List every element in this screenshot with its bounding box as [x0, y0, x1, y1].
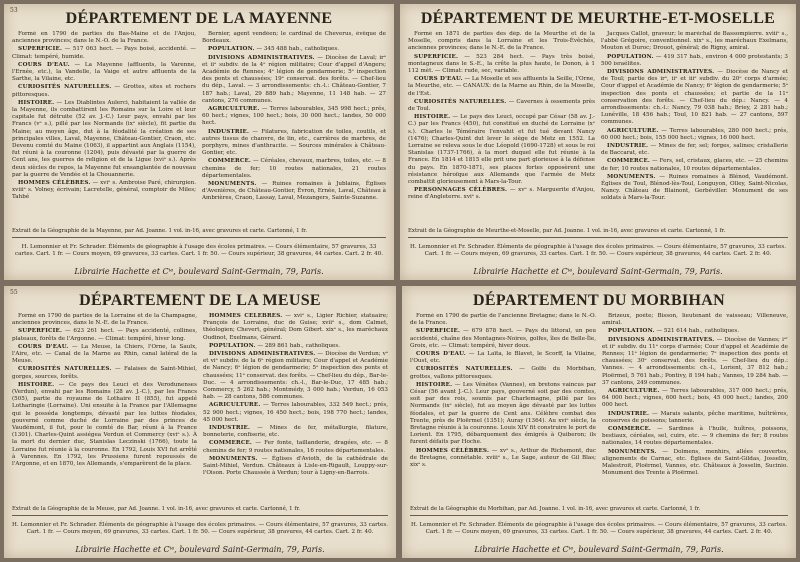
card-columns: [402, 313, 796, 507]
paragraph: POPULATION. — 419 317 hab., environ 4 000 protestants; 3 500 israélites.: [601, 53, 788, 67]
card-column-right: [203, 313, 388, 507]
paragraph: DIVISIONS ADMINISTRATIVES. — Diocèse de Nancy et de Toul; partie des irᵉ, iiᵉ et iiiᵉ subdiv. du 20ᵉ corps d'armée; Cour d'appel et Académie de Nancy; 6ᵉ légion de gendarmerie; 5ᵉ inspection des ponts et chaussées; et partie de la 11ᵉ conservation des forêts. — Chef-lieu du dép.: Nancy. — 4 arrondissements: ch.-l.: Nancy, 79 038 hab.; Briey, 2 281 hab.; Lunéville, 18 456 hab.; Toul, 10 821 hab. — 27 cantons, 597 communes.: [601, 69, 788, 126]
paragraph: Formé en 1790 de partie de l'ancienne Bretagne; dans le N.-O. de la France.: [410, 313, 596, 327]
paragraph: HOMMES CÉLÈBRES. — xvᵉ s., Arthur de Richemont, duc de Bretagne, connétable. xviiiᵉ s., Le Sage, auteur de Gil Blas; xixᵉ s.: [410, 447, 596, 469]
paragraph: INDUSTRIE. — Mines de fer, sel; forges, salines; cristallerie de Baccarat, etc.: [601, 143, 788, 157]
paragraph: COURS D'EAU. — La Mayenne (affluents, la Varenne, l'Ernée, etc.), la Vandelle, la Vaige et autre affluents de la Sarthe, la Vilaine, etc.: [12, 61, 196, 83]
card-column-right: [202, 31, 386, 225]
paragraph: SUPERFICIE. — 623 261 hect. — Pays accidenté, collines, plateaux, forêts de l'Argonne. — Climat: tempéré, hiver long.: [12, 328, 197, 342]
paragraph: COURS D'EAU. — La Laïta, le Blavet, le Scorff, la Vilaine, l'Oust, etc.: [410, 351, 596, 365]
card-columns: [400, 31, 796, 225]
paragraph: AGRICULTURE. — Terres labourables, 332 549 hect.; prés, 52 900 hect.; vignes, 16 450 hect.; bois, 198 770 hect.; landes, 45 000 hect.: [203, 402, 388, 423]
card-columns: [4, 31, 394, 225]
paragraph: CURIOSITÉS NATURELLES. — Falaises de Saint-Mihiel, gorges, sources, forêts.: [12, 366, 197, 380]
paragraph: Formé en 1790 de parties du Bas-Maine et de l'Anjou, anciennes provinces; dans le N.-O. de la France.: [12, 31, 196, 45]
card-title: DÉPARTEMENT DE MEURTHE-ET-MOSELLE: [420, 10, 776, 27]
paragraph: AGRICULTURE. — Terres labourables, 345 998 hect.; prés, 60 hect.; vignes, 100 hect.; bois, 30 000 hect.; landes, 50 000 hect.: [202, 106, 386, 127]
card-column-right: [602, 313, 788, 507]
paragraph: SUPERFICIE. — 679 878 hect. — Pays du littoral, un peu accidenté, chaîne des Montagnes-Noires, golfes, îles de Belle-Île, Groix, etc. — Climat: tempéré, hiver doux.: [410, 328, 596, 349]
card-meurthe-et-moselle: [400, 4, 796, 280]
paragraph: Formé en 1871 de parties des dép. de la Meurthe et de la Moselle, compris dans la Lorraine et les Trois-Évêchés, anciennes provinces; dans le N.-E. de la France.: [408, 31, 595, 52]
card-title: DÉPARTEMENT DU MORBIHAN: [473, 292, 725, 309]
extract-note: Extrait de la Géographie de la Mayenne, par Ad. Joanne. 1 vol. in-16, avec gravures et carte. Cartonné, 1 fr.: [12, 228, 386, 238]
paragraph: DIVISIONS ADMINISTRATIVES. — Diocèse de Laval; irᵉ et iiᵉ subdiv. de la 4ᵉ région militaire; Cour d'appel d'Angers; Académie de Rennes; 4ᵉ légion de gendarmerie; 5ᵉ inspection des ponts et chaussées; 19ᵉ conservat. des forêts. — Chef-lieu du dép., Laval. — 3 arrondissements: ch.-l.: Château-Gontier, 7 187 hab.; Laval, 29 889 hab.; Mayenne, 11 148 hab. — 27 cantons, 276 communes.: [202, 54, 386, 104]
extract-note: Extrait de la Géographie du Morbihan, par Ad. Joanne. 1 vol. in-16, avec gravures et carte. Cartonné, 1 fr.: [410, 506, 788, 516]
card-mayenne: [4, 4, 394, 280]
extract-note: Extrait de la Géographie de la Meuse, par Ad. Joanne. 1 vol. in-16, avec gravures et carte. Cartonné, 1 fr.: [12, 506, 388, 516]
paragraph: POPULATION. — 289 861 hab., catholiques.: [209, 342, 341, 349]
publisher-line: Librairie Hachette et Cⁱᵉ, boulevard Saint-Germain, 79, Paris.: [473, 267, 723, 276]
paragraph: AGRICULTURE. — Terres labourables, 317 000 hect.; prés, 64 000 hect.; vignes, 600 hect.; bois, 45 000 hect.; landes, 200 000 hect.: [602, 388, 788, 409]
card-morbihan: [402, 286, 796, 558]
paragraph: CURIOSITÉS NATURELLES. — Cavernes à ossements près de Toul.: [408, 98, 595, 113]
paragraph: AGRICULTURE. — Terres labourables, 280 000 hect.; prés, 60 000 hect.; bois, 155 000 hect.; vignes, 16 000 hect.: [601, 127, 788, 141]
paragraph: Bernier, agent vendéen; le cardinal de Cheverus, évêque de Bordeaux.: [202, 31, 386, 45]
paragraph: CURIOSITÉS NATURELLES. — Grottes, sites et rochers pittoresques.: [12, 84, 196, 98]
paragraph: HOMMES CÉLÈBRES. — xviᵉ s. Ambroise Paré, chirurgien. xviiiᵉ s. Volney, écrivain; Lacretelle, général, comptoir de Miles; Tahbé: [12, 180, 196, 201]
paragraph: POPULATION. — 345 488 hab., catholiques.: [208, 46, 340, 53]
card-columns: [4, 313, 396, 507]
footer-text: H. Lemonnier et Fr. Schrader. Éléments de géographie à l'usage des écoles primaires. — Cours élémentaire, 57 gravures, 33 cartes. Cart. 1 fr. — Cours moyen, 69 gravures, 33 cartes. Cart. 1 fr. 50. — Cours supérieur, 38 gravures, 44 cartes. Cart. 2 fr. 40.: [12, 522, 388, 535]
paragraph: COURS D'EAU. — La Meuse, la Chiers, l'Orne, la Saulx, l'Aire, etc. — Canal de la Marne au Rhin, canal latéral de la Meuse.: [12, 343, 197, 365]
paragraph: INDUSTRIE. — Mines de fer, métallurgie, filature, bonneterie, confiserie, etc.: [203, 425, 388, 439]
paragraph: DIVISIONS ADMINISTRATIVES. — Diocèse de Vannes; iᵉʳ et iiᵉ subdiv. du 11ᵉ corps d'armée; Cour d'appel et Académie de Rennes; 11ᵉ légion de gendarmerie; 7ᵉ inspection des ponts et chaussées; 30ᵉ conservat. des forêts. — Chef-lieu du dép.: Vannes. — 4 arrondissements: ch.-l., Lorient, 37 812 hab.; Ploërmel, 5 761 hab.; Pontivy, 8 194 hab.; Vannes, 19 284 hab. — 37 cantons, 249 communes.: [602, 336, 788, 386]
paragraph: INDUSTRIE. — Marais salants, pêche maritime, huîtrières, conserves de poissons; tannerie.: [602, 410, 788, 424]
paragraph: COMMERCE. — Fer fonte, taillanderie, dragées, etc. — 8 chemins de fer; 9 routes nationales, 16 routes départementales.: [203, 440, 388, 454]
paragraph: INDUSTRIE. — Filatures, fabrication de toiles, coutils, et autres tissus de chanvre, de lin, etc., carrières de marbres, de porphyre, mines d'anthracite. — Sources minérales à Château-Gontier, etc.: [202, 128, 386, 157]
card-title: DÉPARTEMENT DE LA MAYENNE: [65, 10, 333, 27]
paragraph: Formé en 1790 de parties de la Lorraine et de la Champagne, anciennes provinces, dans le N.-E. de la France.: [12, 313, 197, 327]
footer-text: H. Lemonnier et Fr. Schrader. Éléments de géographie à l'usage des écoles primaires. — Cours élémentaire, 57 gravures, 33 cartes. Cart. 1 fr. — Cours moyen, 69 gravures, 33 cartes. Cart. 1 fr. 50. — Cours supérieur, 38 gravures, 44 cartes. Cart. 2 fr. 40.: [411, 522, 787, 535]
paragraph: SUPERFICIE. — 517 063 hect. — Pays boisé, accidenté. — Climat: tempéré, humide.: [12, 46, 196, 60]
card-column-left: [410, 313, 596, 507]
paragraph: Brizeux, poète; Bisson, lieutenant de vaisseau; Villeneuve, amiral.: [602, 313, 788, 327]
paragraph: PERSONNAGES CÉLÈBRES. — xvᵉ s. Marguerite d'Anjou, reine d'Angleterre. xviᵉ s.: [408, 187, 595, 201]
paragraph: COMMERCE. — Sardines à l'huile, huîtres, poissons, bestiaux, céréales, sel, cuirs, etc. — 9 chemins de fer; 8 routes nationales, 14 routes départementales.: [602, 426, 788, 447]
publisher-line: Librairie Hachette et Cⁱᵉ, boulevard Saint-Germain, 79, Paris.: [474, 545, 724, 554]
card-meuse: [4, 286, 396, 558]
paragraph: MONUMENTS. — Ruines romaines à Jublains, Églises d'Avenières, de Château-Gontier, Évron, Ernée, Laval, Château à Ambrières, Craon, Lassay, Laval, Mezangers, Sainte-Suzanne.: [202, 181, 386, 202]
page-number: 55: [10, 289, 18, 296]
paragraph: MONUMENTS. — Églises d'Avioth, de la cathédrale de Saint-Mihiel, Verdun. Châteaux à Lisle-en-Rigault, Louppy-sur-l'Oison. Porte Chaussée à Verdun; tour à Ligny-en-Barrois.: [203, 455, 388, 477]
paragraph: MONUMENTS. — Dolmens, menhirs, allées couvertes, alignements de Carnac, etc. Églises de Saint-Gildas, Josselin, Malestroit, Ploërmel, Vannes, etc. Châteaux à Josselin, Sucinio. Monument des Trente à Ploërmel.: [602, 448, 788, 477]
paragraph: HISTOIRE. — Le pays des Leuci, occupé par César (58 av. J.-C.) par les Francs (450), fut constitué en duché de Lorraine (xᵉ s.). Charles le Téméraire l'envahit et fut tué devant Nancy (1476); Charles-Quint dut lever le siège de Metz en 1552. La Lorraine se releva sous le duc Léopold (1690-1728) et sous le roi Stanislas (1737-1766), à la mort duquel elle fut réunie à la France. En 1814 et 1815 elle prit une part glorieuse à la défense du pays. En 1870-1871, ses places fortes opposèrent une résistance héroïque aux Allemands que l'armée de Metz combattit glorieusement à Mars-la-Tour.: [408, 114, 595, 186]
footer-text: H. Lemonnier et Fr. Schrader. Éléments de géographie à l'usage des écoles primaires. — Cours élémentaire, 57 gravures, 33 cartes. Cart. 1 fr. — Cours moyen, 69 gravures, 33 cartes. Cart. 1 fr. 50. — Cours supérieur, 38 gravures, 44 cartes. Cart. 2 fr. 40.: [15, 244, 383, 257]
paragraph: DIVISIONS ADMINISTRATIVES. — Diocèse de Verdun; vᵉ et viᵉ subdiv. de la 6ᵉ région militaire; Cour d'appel et Académie de Nancy; 6ᵉ légion de gendarmerie; 5ᵉ inspection des ponts et chaussées; 11ᵉ conservat. des forêts. — Chef-lieu du dép., Bar-le-Duc. — 4 arrondissements: ch.-l., Bar-le-Duc, 17 485 hab.; Commercy, 5 262 hab.; Montmédy, 3 000 hab.; Verdun, 16 053 hab. — 28 cantons, 586 communes.: [203, 351, 388, 401]
paragraph: SUPERFICIE. — 523 284 hect. — Pays très boisé, montagneux dans le S.-E., la crête la plus haute, le Donon, à 1 112 mèt. — Climat: rude, sec, variable.: [408, 53, 595, 75]
card-column-right: [601, 31, 788, 225]
paragraph: HISTOIRE. — Ce pays des Leuci et des Verodunenses (Verdun), envahi par les Romains (28 av. J.-C.), par les Francs (505), partie du royaume de Lothaire II (855), fut appelé Lotharingie (Lorraine). Uni ensuite à la France par l'Allemagne qui le posséda longtemps, dévasté par les luttes féodales, gouverné comme duché de Lorraine par des princes de Vaudémont, il fut, pour le comté de Bar, réuni à la France (1301). Charles-Quint assiégea Verdun et Commercy (xviᵉ s.). À la mort du dernier duc, Stanislas Leczinski (1766), toute la Lorraine fut réunie à la couronne. En 1792, Louis XVI fut arrêté à Varennes. En 1792, les Prussiens furent repoussés de l'Argonne, et en 1870, les Allemands, s'emparèrent de la place.: [12, 381, 197, 468]
paragraph: HOMMES CÉLÈBRES. — xviᵉ s., Ligier Richier, statuaire; François de Lorraine, duc de Guise; xviiᵉ s., dom Calmet, théologien; Chevert, général; Dom Gibert. xixᵉ s., les maréchaux Oudinot, Exelmans, Gérard.: [203, 313, 388, 341]
paragraph: POPULATION. — 521 614 hab., catholiques.: [608, 328, 740, 335]
extract-note: Extrait de la Géographie de Meurthe-et-Moselle, par Ad. Joanne. 1 vol. in-16, avec gravures et carte. Cartonné, 1 fr.: [408, 228, 788, 238]
paragraph: CURIOSITÉS NATURELLES. — Golfe du Morbihan, grottes, vallons pittoresques.: [410, 366, 596, 380]
paragraph: Jacques Callot, graveur; le maréchal de Bassompierre. xviiiᵉ s., l'abbé Grégoire, conventionnel. xixᵉ s., les maréchaux Exelmans, Mouton et Duroc; Drouot, général; de Rigny, amiral.: [601, 31, 788, 52]
publisher-line: Librairie Hachette et Cⁱᵉ, boulevard Saint-Germain, 79, Paris.: [75, 545, 325, 554]
publisher-line: Librairie Hachette et Cⁱᵉ, boulevard Saint-Germain, 79, Paris.: [74, 267, 324, 276]
footer-text: H. Lemonnier et Fr. Schrader. Éléments de géographie à l'usage des écoles primaires. — Cours élémentaire, 57 gravures, 33 cartes. Cart. 1 fr. — Cours moyen, 69 gravures, 33 cartes. Cart. 1 fr. 50. — Cours supérieur, 38 gravures, 44 cartes. Cart. 2 fr. 40.: [410, 244, 786, 257]
paragraph: COMMERCE. — Fers, sel, cristaux, glaces, etc. — 25 chemins de fer; 10 routes nationales, 10 routes départementales.: [601, 158, 788, 172]
paragraph: COURS D'EAU. — La Moselle et ses affluents la Seille, l'Orne, la Meurthe, etc. — CANAUX: de la Marne au Rhin, de la Moselle, de l'Est.: [408, 76, 595, 97]
paragraph: HISTOIRE. — Les Vénètes (Vannes), en bretons vaincus par César (56 avant J.-C.). Leur pays, gouverné soit par des comtes, soit par des rois, soumis par Charlemagne, pillé par les Normands (ixᵉ siècle), fut au moyen âge dévasté par les luttes féodales, et par la guerre de Cent ans. Célèbre combat des Trente, près de Ploërmel (1351); Auray (1364). Au xviᵉ siècle, la Bretagne réunie à la couronne. Louis XIV fit construire le port de Lorient. En 1795, débarquement des émigrés à Quiberon; ils furent défaits par Hoche.: [410, 381, 596, 446]
paragraph: MONUMENTS. — Ruines romaines à Blénod, Vaudémont. Églises de Toul, Blénod-lès-Toul, Longuyon, Olley, Saint-Nicolas, Nancy. Château de Blainont, Gerbéviller. Monument de ses soldats à Mars-la-Tour.: [601, 173, 788, 202]
card-column-left: [408, 31, 595, 225]
card-title: DÉPARTEMENT DE LA MEUSE: [79, 292, 321, 309]
card-column-left: [12, 31, 196, 225]
page-number: 53: [10, 7, 18, 14]
paragraph: HISTOIRE. — Les Diablintes Aulerci, habitaient la vallée de la Mayenne, ils combattirent les Romains sur la Loire et leur capitale fut détruite (52 av. J.-C.) Leur pays, envahi par les Francs (vᵉ s.), pillé par les Normands (ixᵉ siècle), fit partie du Maine; au moyen âge, dut à la féodalité la création de ses principales villes, Laval, Mayenne, Château-Gontier, Craon, etc. Devenu comté du Maine (1063), il appartint aux Anglais (1154), fut réuni à la couronne (1204), puis dévasté par la guerre de Cent ans, les guerres de religion et de la Ligue (xviᵉ s.). Après deux siècles de repos, la Mayenne fut ensanglantée de nouveau par la guerre de Vendée et la Chouannerie.: [12, 99, 196, 178]
paragraph: COMMERCE. — Céréales, chevaux, marbres, toiles, etc. — 8 chemins de fer; 10 routes nationales, 21 routes départementales.: [202, 158, 386, 179]
card-column-left: [12, 313, 197, 507]
